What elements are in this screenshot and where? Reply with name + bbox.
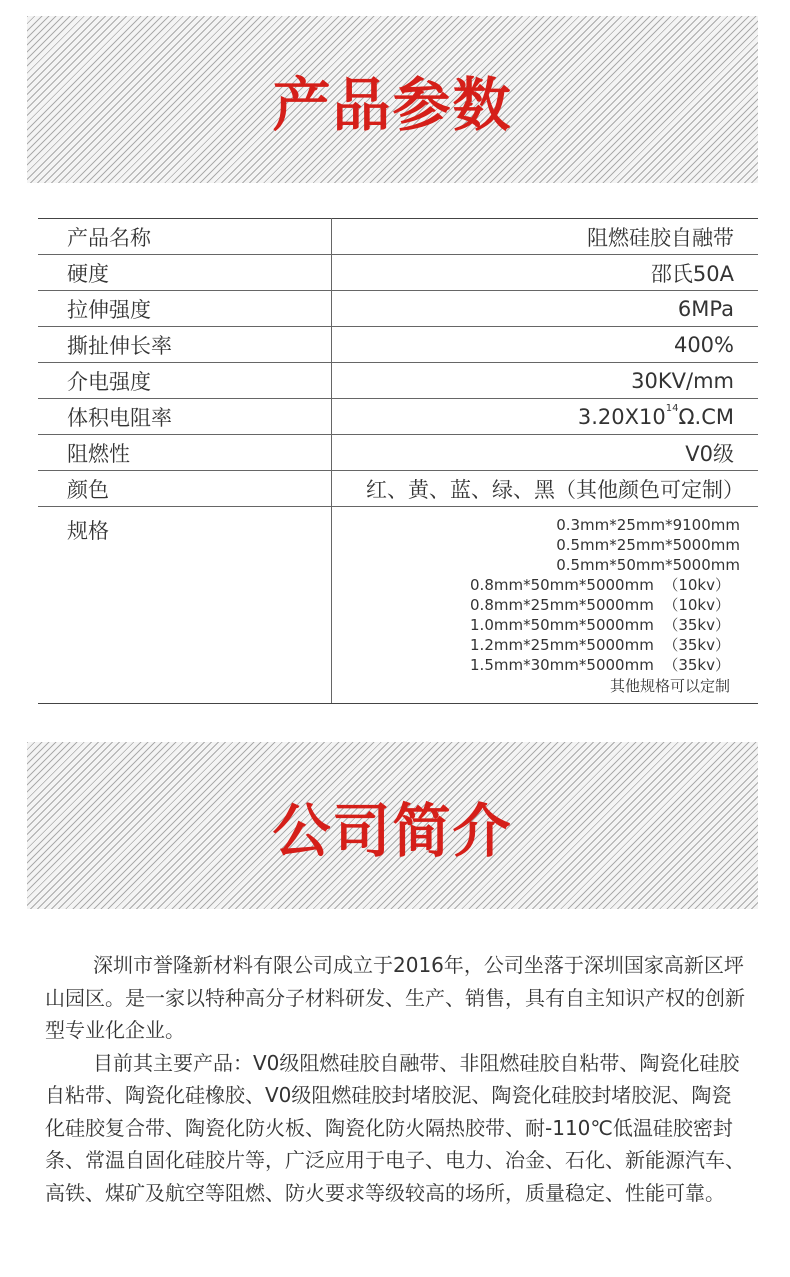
param-label: 颜色	[38, 471, 332, 507]
param-label: 介电强度	[38, 363, 332, 399]
param-label: 阻燃性	[38, 435, 332, 471]
table-row	[38, 471, 758, 507]
spec-item: 1.2mm*25mm*5000mm （35kv）	[470, 636, 730, 654]
spec-note: 其他规格可以定制	[609, 677, 730, 695]
table-row	[38, 507, 758, 704]
param-value: 30KV/mm	[332, 363, 759, 399]
resistivity-base: 3.20X10	[577, 404, 666, 429]
param-label: 撕扯伸长率	[38, 327, 332, 363]
table-row	[38, 291, 758, 327]
param-label: 产品名称	[38, 219, 332, 255]
company-intro-banner	[27, 742, 758, 909]
table-row	[38, 219, 758, 255]
product-params-banner	[27, 16, 758, 183]
table-row	[38, 435, 758, 471]
resistivity-unit: Ω.CM	[678, 404, 734, 429]
param-value: 红、黄、蓝、绿、黑（其他颜色可定制）	[332, 471, 759, 507]
param-value: 6MPa	[332, 291, 759, 327]
spec-list	[332, 515, 758, 697]
spec-item: 1.0mm*50mm*5000mm （35kv）	[470, 616, 730, 634]
resistivity-exponent: 14	[665, 402, 679, 414]
param-value-resistivity	[332, 399, 759, 435]
product-params-table	[38, 218, 758, 704]
table-row	[38, 399, 758, 435]
param-label: 体积电阻率	[38, 399, 332, 435]
param-value: 阻燃硅胶自融带	[332, 219, 759, 255]
param-value: V0级	[332, 435, 759, 471]
spec-item: 0.3mm*25mm*9100mm	[556, 516, 740, 534]
intro-paragraph: 目前其主要产品：V0级阻燃硅胶自融带、非阻燃硅胶自粘带、陶瓷化硅胶自粘带、陶瓷化硅橡胶、V0级阻燃硅胶封堵胶泥、陶瓷化硅胶封堵胶泥、陶瓷化硅胶复合带、陶瓷化防火板、陶瓷化防火隔热胶带、耐-110℃低温硅胶密封条、常温自固化硅胶片等，广泛应用于电子、电力、冶金、石化、新能源汽车、高铁、煤矿及航空等阻燃、防火要求等级较高的场所，质量稳定、性能可靠。	[45, 1050, 745, 1205]
param-label: 拉伸强度	[38, 291, 332, 327]
param-label: 硬度	[38, 255, 332, 291]
param-label: 规格	[38, 507, 332, 704]
table-row	[38, 327, 758, 363]
spec-item: 0.8mm*50mm*5000mm （10kv）	[470, 576, 730, 594]
company-intro-text	[45, 949, 751, 1209]
param-value: 400%	[332, 327, 759, 363]
param-value: 邵氏50A	[332, 255, 759, 291]
spec-item: 0.5mm*50mm*5000mm	[556, 556, 740, 574]
spec-item: 0.5mm*25mm*5000mm	[556, 536, 740, 554]
spec-item: 1.5mm*30mm*5000mm （35kv）	[470, 656, 730, 674]
company-intro-title: 公司简介	[272, 796, 513, 865]
table-row	[38, 363, 758, 399]
table-row	[38, 255, 758, 291]
spec-cell	[332, 507, 759, 704]
product-params-title: 产品参数	[272, 70, 513, 139]
intro-paragraph: 深圳市誉隆新材料有限公司成立于2016年，公司坐落于深圳国家高新区坪山园区。是一家以特种高分子材料研发、生产、销售，具有自主知识产权的创新型专业化企业。	[45, 953, 745, 1042]
spec-item: 0.8mm*25mm*5000mm （10kv）	[470, 596, 730, 614]
